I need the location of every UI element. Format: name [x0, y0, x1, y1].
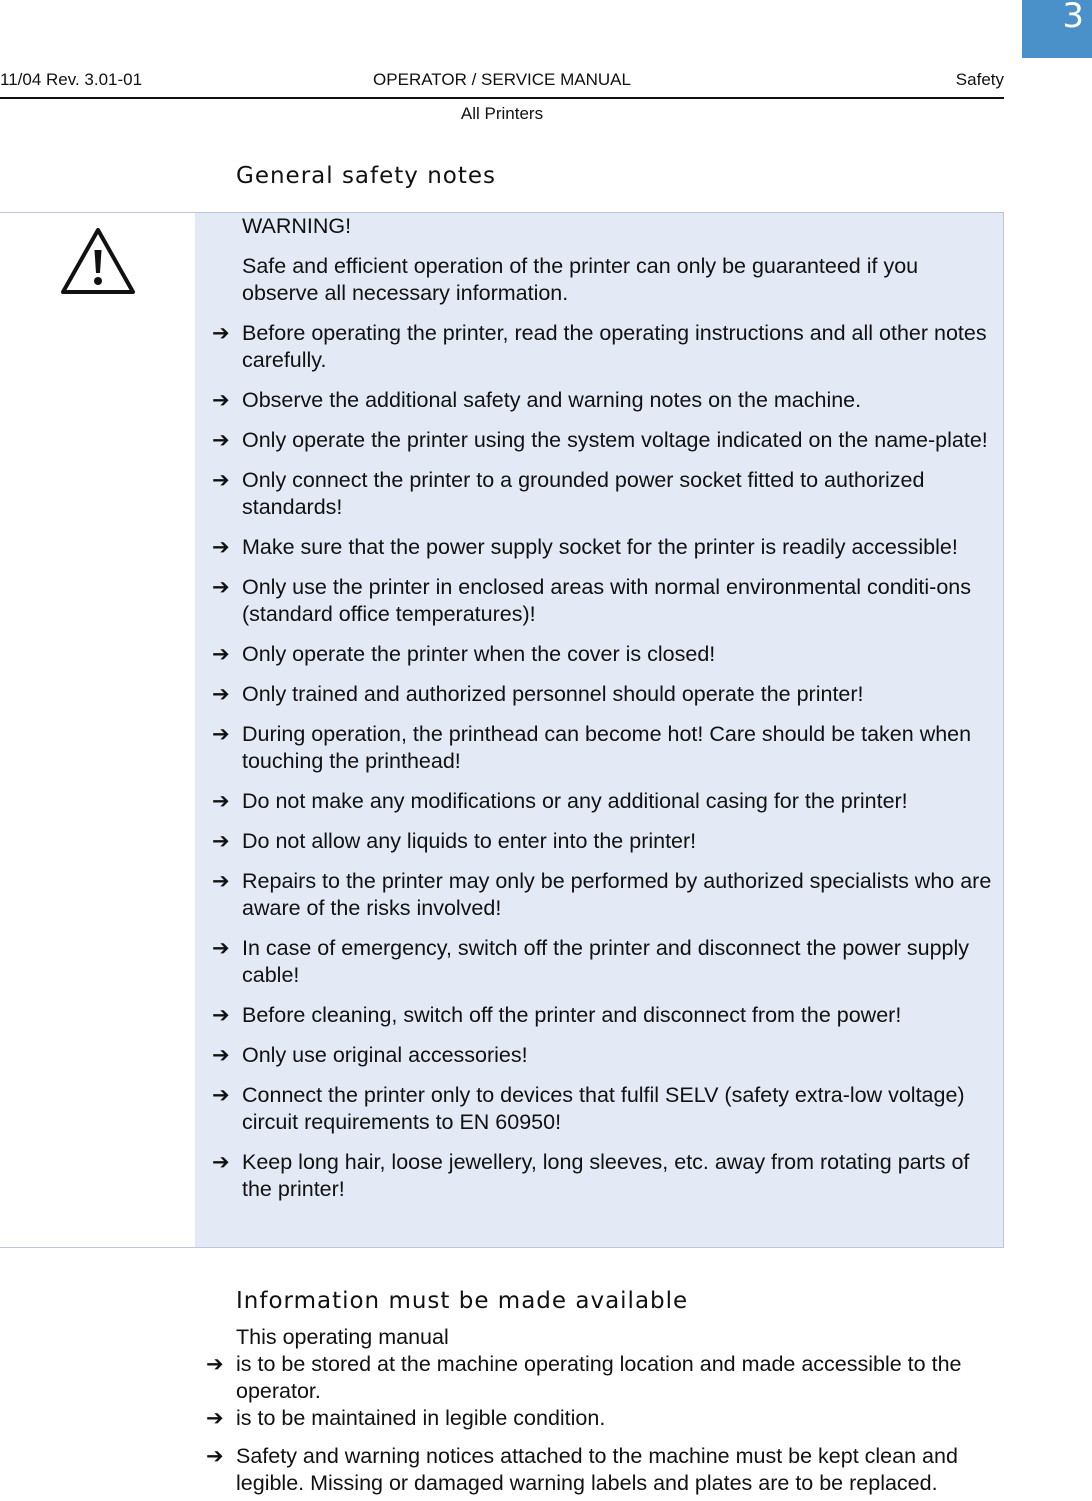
- divider: [0, 212, 195, 213]
- arrow-right-icon: ➔: [212, 642, 230, 666]
- list-item: [212, 868, 998, 922]
- list-item-text: In case of emergency, switch off the printer and disconnect the power supply cable!: [242, 936, 970, 987]
- arrow-right-icon: ➔: [212, 682, 230, 706]
- header-section: Safety: [955, 70, 1004, 89]
- list-item: [212, 681, 998, 708]
- arrow-right-icon: ➔: [212, 1003, 230, 1027]
- arrow-right-icon: ➔: [212, 869, 230, 893]
- list-item-text: Do not allow any liquids to enter into the printer!: [242, 829, 697, 853]
- header-manual-title: OPERATOR / SERVICE MANUAL: [373, 70, 631, 89]
- divider: [0, 1247, 195, 1248]
- list-item: [212, 641, 998, 668]
- list-item: [212, 534, 998, 561]
- list-item-text: Only connect the printer to a grounded power socket fitted to authorized standards!: [242, 468, 925, 519]
- information-content: [206, 1324, 1006, 1497]
- list-item-text: Only operate the printer when the cover is closed!: [242, 642, 716, 666]
- list-item: [206, 1351, 1006, 1405]
- list-item-text: Do not make any modifications or any additional casing for the printer!: [242, 789, 908, 813]
- arrow-right-icon: ➔: [212, 829, 230, 853]
- list-item-text: is to be stored at the machine operating location and made accessible to the operator.: [236, 1352, 962, 1403]
- list-item-text: Only use original accessories!: [242, 1043, 528, 1067]
- warning-triangle-icon: [60, 226, 136, 296]
- list-item-text: Repairs to the printer may only be performed by authorized specialists who are aware of the risks involved!: [242, 869, 992, 920]
- list-item-text: Keep long hair, loose jewellery, long sleeves, etc. away from rotating parts of the printer!: [242, 1150, 970, 1201]
- header-revision: 11/04 Rev. 3.01-01: [0, 70, 143, 89]
- chapter-tab: [1022, 0, 1092, 58]
- arrow-right-icon: ➔: [212, 535, 230, 559]
- list-item: [212, 1002, 998, 1029]
- arrow-right-icon: ➔: [206, 1352, 224, 1376]
- list-item-text: Only operate the printer using the system voltage indicated on the name-plate!: [242, 428, 988, 452]
- arrow-right-icon: ➔: [212, 388, 230, 412]
- arrow-right-icon: ➔: [212, 428, 230, 452]
- list-item: [206, 1405, 1006, 1432]
- warning-content: [212, 213, 998, 1216]
- list-item: [212, 1149, 998, 1203]
- arrow-right-icon: ➔: [212, 1043, 230, 1067]
- information-bullet-list: [206, 1351, 1006, 1432]
- list-item-text: Only use the printer in enclosed areas with normal environmental conditi-ons (standard office temperatures)!: [242, 575, 971, 626]
- arrow-right-icon: ➔: [212, 1083, 230, 1107]
- list-item: [212, 1042, 998, 1069]
- list-item: [212, 721, 998, 775]
- arrow-right-icon: ➔: [212, 321, 230, 345]
- arrow-right-icon: ➔: [212, 722, 230, 746]
- list-item-text: Only trained and authorized personnel should operate the printer!: [242, 682, 864, 706]
- list-item: [212, 828, 998, 855]
- list-item-text: Safety and warning notices attached to the machine must be kept clean and legible. Missing or damaged warning labels and plates are to be replaced.: [236, 1444, 958, 1495]
- section-title-information: Information must be made available: [236, 1288, 689, 1314]
- list-item: [212, 935, 998, 989]
- arrow-right-icon: ➔: [212, 468, 230, 492]
- list-item: [212, 387, 998, 414]
- header-subtitle: All Printers: [460, 104, 544, 123]
- list-item: [212, 467, 998, 521]
- list-item-text: Make sure that the power supply socket for the printer is readily accessible!: [242, 535, 958, 559]
- header-divider: [0, 97, 1004, 99]
- warning-bullet-list: [212, 320, 998, 1203]
- list-item: [212, 1082, 998, 1136]
- list-item: [212, 788, 998, 815]
- list-item-text: Before cleaning, switch off the printer and disconnect from the power!: [242, 1003, 902, 1027]
- section-title-general-safety: General safety notes: [236, 163, 497, 189]
- arrow-right-icon: ➔: [212, 789, 230, 813]
- list-item: [206, 1443, 1006, 1497]
- information-intro: This operating manual: [236, 1325, 449, 1349]
- list-item: [212, 320, 998, 374]
- warning-label: WARNING!: [242, 214, 352, 238]
- list-item-text: is to be maintained in legible condition.: [236, 1406, 606, 1430]
- list-item-text: Before operating the printer, read the operating instructions and all other notes carefully.: [242, 321, 987, 372]
- arrow-right-icon: ➔: [212, 936, 230, 960]
- chapter-number: 3: [1062, 0, 1084, 36]
- list-item-text: Observe the additional safety and warning notes on the machine.: [242, 388, 862, 412]
- arrow-right-icon: ➔: [206, 1406, 224, 1430]
- warning-intro: Safe and efficient operation of the printer can only be guaranteed if you observe all necessary information.: [242, 254, 919, 305]
- arrow-right-icon: ➔: [206, 1444, 224, 1468]
- arrow-right-icon: ➔: [212, 1150, 230, 1174]
- list-item-text: Connect the printer only to devices that fulfil SELV (safety extra-low voltage) circuit requirements to EN 60950!: [242, 1083, 965, 1134]
- list-item-text: During operation, the printhead can become hot! Care should be taken when touching the printhead!: [242, 722, 972, 773]
- list-item: [212, 574, 998, 628]
- arrow-right-icon: ➔: [212, 575, 230, 599]
- list-item: [212, 427, 998, 454]
